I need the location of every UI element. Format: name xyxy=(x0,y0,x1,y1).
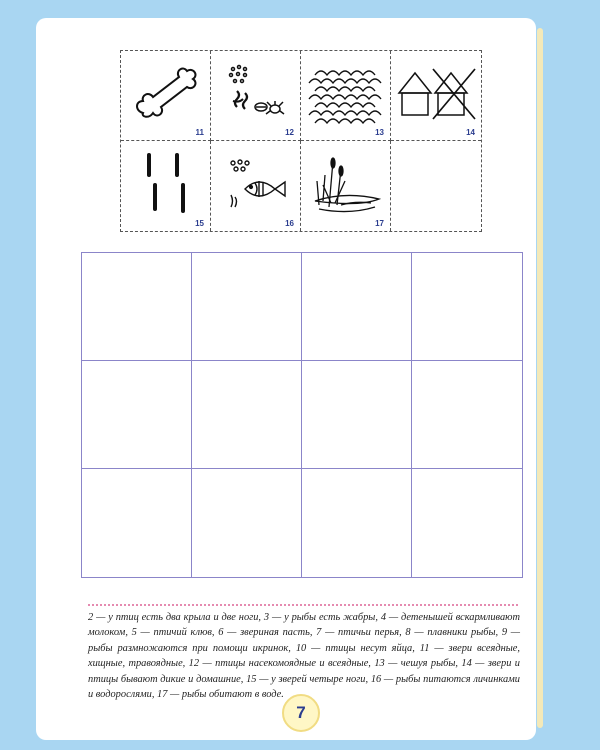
card-number: 11 xyxy=(195,128,204,137)
card-number: 13 xyxy=(375,128,384,137)
answer-cell[interactable] xyxy=(192,253,302,361)
card-12 xyxy=(211,51,301,141)
fish-in-water-icon xyxy=(211,141,301,231)
picture-cards-grid xyxy=(120,50,482,232)
answer-cell[interactable] xyxy=(302,361,412,469)
card-empty xyxy=(391,141,481,231)
answer-cell[interactable] xyxy=(302,253,412,361)
answer-cell[interactable] xyxy=(82,469,192,577)
answer-cell[interactable] xyxy=(192,361,302,469)
answer-cell[interactable] xyxy=(82,253,192,361)
card-16 xyxy=(211,141,301,231)
answer-key-text: 2 — у птиц есть два крыла и две ноги, 3 — у рыбы есть жабры, 4 — детенышей вскармливают молоком, 5 — птичий клюв, 6 — звериная пасть, 7 — птичьи перья, 8 — плавники рыбы, 9 — рыбы размножаются при помощи икринок, 10 — птицы несут яйца, 11 — звери всеядные, хищные, травоядные, 12 — птицы насекомоядные и всеядные, 13 — чешуя рыбы, 14 — звери и птицы бывают дикие и домашние, 15 — у зверей четыре ноги, 16 — рыбы питаются личинками и водорослями, 17 — рыбы обитают в воде. xyxy=(88,612,520,701)
page-number: 7 xyxy=(282,694,320,732)
answer-cell[interactable] xyxy=(82,361,192,469)
card-11 xyxy=(121,51,211,141)
answer-cell[interactable] xyxy=(412,361,522,469)
page-edge xyxy=(537,28,543,728)
card-number: 17 xyxy=(375,219,384,228)
answer-cell[interactable] xyxy=(412,469,522,577)
card-number: 12 xyxy=(285,128,294,137)
answer-cell[interactable] xyxy=(192,469,302,577)
card-number: 15 xyxy=(195,219,204,228)
answer-grid[interactable] xyxy=(81,252,523,578)
card-number: 16 xyxy=(285,219,294,228)
four-legs-icon xyxy=(121,141,211,231)
answer-cell[interactable] xyxy=(302,469,412,577)
card-15 xyxy=(121,141,211,231)
dotted-divider xyxy=(88,604,518,606)
card-number: 14 xyxy=(466,128,475,137)
answer-cell[interactable] xyxy=(412,253,522,361)
card-13 xyxy=(301,51,391,141)
card-14 xyxy=(391,51,481,141)
reeds-pond-icon xyxy=(301,141,391,231)
card-17 xyxy=(301,141,391,231)
